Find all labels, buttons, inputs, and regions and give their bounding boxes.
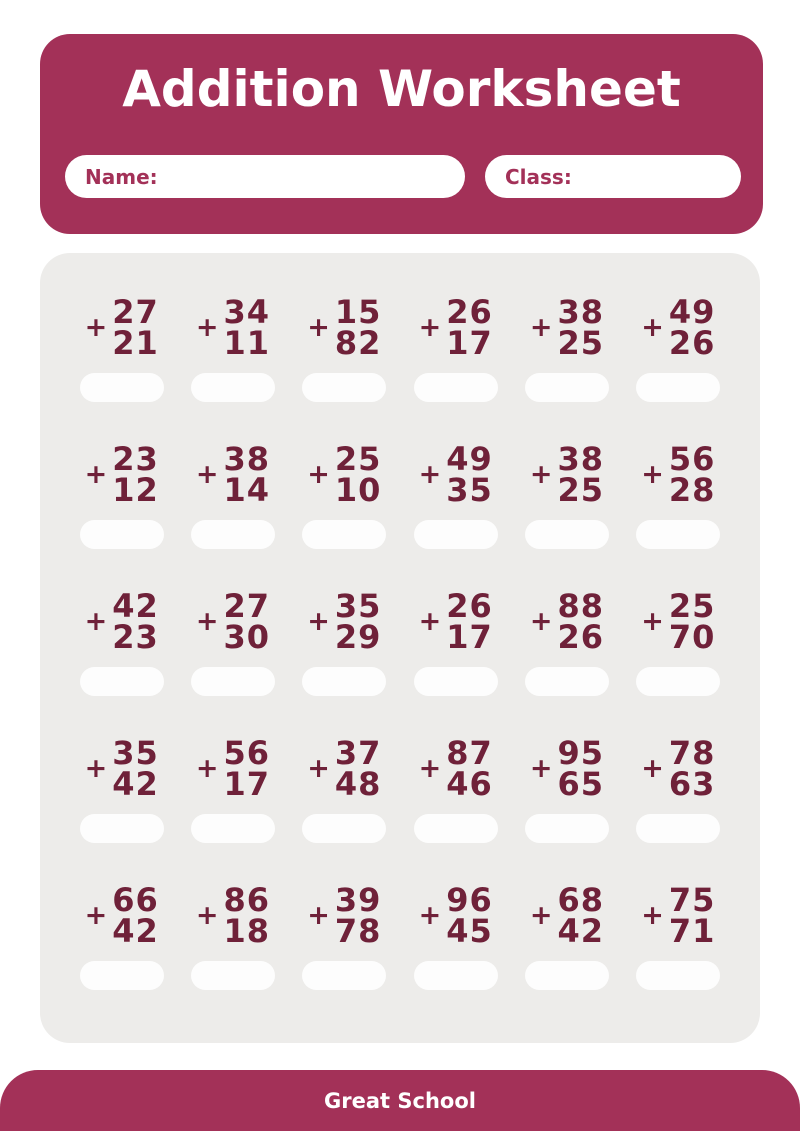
addend-stack bbox=[668, 439, 716, 509]
problem-cell bbox=[511, 439, 622, 549]
addend-stack bbox=[334, 292, 382, 362]
problem-cell bbox=[400, 880, 511, 990]
addend-bottom: 17 bbox=[223, 764, 271, 803]
answer-box[interactable] bbox=[302, 814, 386, 843]
plus-operator: + bbox=[84, 753, 108, 784]
addend-bottom: 21 bbox=[112, 323, 159, 362]
addend-bottom: 42 bbox=[112, 911, 159, 950]
problem-expression bbox=[84, 733, 159, 803]
answer-box[interactable] bbox=[80, 961, 164, 990]
problem-expression bbox=[307, 733, 382, 803]
addend-top: 34 bbox=[223, 292, 271, 331]
problem-expression bbox=[641, 880, 716, 950]
addend-stack bbox=[557, 586, 605, 656]
addend-top: 35 bbox=[112, 733, 159, 772]
problem-expression bbox=[529, 880, 605, 950]
problem-cell bbox=[177, 586, 288, 696]
problem-expression bbox=[307, 586, 382, 656]
addend-stack bbox=[112, 733, 159, 803]
addend-bottom: 45 bbox=[446, 911, 493, 950]
addend-stack bbox=[446, 439, 493, 509]
addend-bottom: 46 bbox=[446, 764, 493, 803]
answer-box[interactable] bbox=[191, 373, 275, 402]
addend-bottom: 78 bbox=[334, 911, 382, 950]
problem-expression bbox=[641, 439, 716, 509]
addend-bottom: 42 bbox=[557, 911, 605, 950]
addend-stack bbox=[557, 880, 605, 950]
addend-top: 26 bbox=[446, 292, 493, 331]
addend-bottom: 26 bbox=[668, 323, 716, 362]
addend-top: 42 bbox=[112, 586, 159, 625]
addend-bottom: 12 bbox=[112, 470, 159, 509]
addend-bottom: 14 bbox=[223, 470, 271, 509]
answer-box[interactable] bbox=[302, 373, 386, 402]
plus-operator: + bbox=[84, 312, 108, 343]
addend-stack bbox=[334, 586, 382, 656]
addend-stack bbox=[557, 292, 605, 362]
addend-stack bbox=[557, 439, 605, 509]
problem-cell bbox=[177, 292, 288, 402]
answer-box[interactable] bbox=[302, 961, 386, 990]
name-field-label: Name: bbox=[85, 164, 158, 189]
plus-operator: + bbox=[195, 900, 219, 931]
addend-stack bbox=[223, 880, 271, 950]
addend-top: 87 bbox=[446, 733, 493, 772]
addend-bottom: 71 bbox=[668, 911, 716, 950]
plus-operator: + bbox=[195, 312, 219, 343]
plus-operator: + bbox=[529, 753, 553, 784]
answer-box[interactable] bbox=[80, 667, 164, 696]
problem-cell bbox=[511, 292, 622, 402]
addend-stack bbox=[446, 880, 493, 950]
plus-operator: + bbox=[307, 900, 330, 931]
plus-operator: + bbox=[195, 753, 219, 784]
addend-bottom: 10 bbox=[334, 470, 382, 509]
addend-top: 86 bbox=[223, 880, 271, 919]
plus-operator: + bbox=[641, 606, 664, 637]
addend-top: 56 bbox=[223, 733, 271, 772]
answer-box[interactable] bbox=[414, 961, 498, 990]
problem-cell bbox=[66, 880, 177, 990]
addend-bottom: 25 bbox=[557, 470, 605, 509]
problem-expression bbox=[195, 733, 271, 803]
answer-box[interactable] bbox=[80, 814, 164, 843]
problem-expression bbox=[307, 292, 382, 362]
addend-top: 23 bbox=[112, 439, 159, 478]
problem-expression bbox=[641, 733, 716, 803]
plus-operator: + bbox=[641, 900, 664, 931]
addend-stack bbox=[223, 439, 271, 509]
problem-expression bbox=[529, 586, 605, 656]
problem-expression bbox=[418, 439, 493, 509]
addend-bottom: 48 bbox=[334, 764, 382, 803]
addend-bottom: 82 bbox=[334, 323, 382, 362]
problem-cell bbox=[177, 733, 288, 843]
plus-operator: + bbox=[307, 312, 330, 343]
problem-expression bbox=[529, 733, 605, 803]
problem-cell bbox=[623, 733, 734, 843]
plus-operator: + bbox=[195, 606, 219, 637]
addend-top: 68 bbox=[557, 880, 605, 919]
addend-bottom: 26 bbox=[557, 617, 605, 656]
plus-operator: + bbox=[418, 900, 442, 931]
addend-top: 15 bbox=[334, 292, 382, 331]
answer-box[interactable] bbox=[525, 373, 609, 402]
header-card bbox=[40, 34, 763, 234]
problem-cell bbox=[289, 586, 400, 696]
answer-box[interactable] bbox=[636, 961, 720, 990]
page-title: Addition Worksheet bbox=[122, 60, 681, 118]
addend-bottom: 18 bbox=[223, 911, 271, 950]
plus-operator: + bbox=[84, 900, 108, 931]
problem-expression bbox=[418, 733, 493, 803]
addend-top: 49 bbox=[668, 292, 716, 331]
addend-bottom: 11 bbox=[223, 323, 271, 362]
addend-top: 88 bbox=[557, 586, 605, 625]
addend-stack bbox=[668, 586, 716, 656]
addend-stack bbox=[557, 733, 605, 803]
plus-operator: + bbox=[529, 312, 553, 343]
plus-operator: + bbox=[529, 459, 553, 490]
answer-box[interactable] bbox=[525, 814, 609, 843]
addend-top: 38 bbox=[557, 439, 605, 478]
problem-expression bbox=[84, 439, 159, 509]
problem-expression bbox=[307, 439, 382, 509]
answer-box[interactable] bbox=[191, 814, 275, 843]
problem-cell bbox=[289, 733, 400, 843]
addend-stack bbox=[668, 880, 716, 950]
addend-top: 56 bbox=[668, 439, 716, 478]
addend-bottom: 17 bbox=[446, 617, 493, 656]
addend-top: 25 bbox=[334, 439, 382, 478]
problems-grid bbox=[40, 253, 760, 1043]
addend-stack bbox=[446, 586, 493, 656]
addend-top: 35 bbox=[334, 586, 382, 625]
problem-expression bbox=[195, 586, 271, 656]
school-brand: Great School bbox=[324, 1088, 476, 1113]
addend-bottom: 23 bbox=[112, 617, 159, 656]
problem-cell bbox=[289, 292, 400, 402]
addend-bottom: 28 bbox=[668, 470, 716, 509]
answer-box[interactable] bbox=[191, 961, 275, 990]
problem-expression bbox=[418, 586, 493, 656]
plus-operator: + bbox=[418, 312, 442, 343]
addend-top: 95 bbox=[557, 733, 605, 772]
addend-bottom: 63 bbox=[668, 764, 716, 803]
addend-bottom: 35 bbox=[446, 470, 493, 509]
plus-operator: + bbox=[84, 459, 108, 490]
addend-top: 26 bbox=[446, 586, 493, 625]
footer-bar bbox=[0, 1070, 800, 1131]
addend-stack bbox=[446, 292, 493, 362]
addend-top: 25 bbox=[668, 586, 716, 625]
problem-cell bbox=[623, 439, 734, 549]
addend-stack bbox=[334, 733, 382, 803]
answer-box[interactable] bbox=[636, 520, 720, 549]
class-field[interactable] bbox=[485, 155, 741, 198]
answer-box[interactable] bbox=[636, 814, 720, 843]
addend-top: 39 bbox=[334, 880, 382, 919]
name-field[interactable] bbox=[65, 155, 465, 198]
problem-cell bbox=[623, 292, 734, 402]
problem-cell bbox=[511, 586, 622, 696]
problem-expression bbox=[195, 292, 271, 362]
addend-bottom: 42 bbox=[112, 764, 159, 803]
problem-expression bbox=[307, 880, 382, 950]
answer-box[interactable] bbox=[191, 520, 275, 549]
addend-stack bbox=[112, 586, 159, 656]
addend-top: 27 bbox=[223, 586, 271, 625]
answer-box[interactable] bbox=[525, 667, 609, 696]
problem-expression bbox=[195, 880, 271, 950]
problem-expression bbox=[418, 880, 493, 950]
addend-top: 37 bbox=[334, 733, 382, 772]
problem-expression bbox=[529, 292, 605, 362]
answer-box[interactable] bbox=[414, 373, 498, 402]
plus-operator: + bbox=[529, 900, 553, 931]
addend-top: 96 bbox=[446, 880, 493, 919]
plus-operator: + bbox=[195, 459, 219, 490]
answer-box[interactable] bbox=[414, 667, 498, 696]
answer-box[interactable] bbox=[302, 667, 386, 696]
addend-stack bbox=[223, 292, 271, 362]
problem-cell bbox=[289, 439, 400, 549]
problem-expression bbox=[84, 586, 159, 656]
problem-cell bbox=[400, 586, 511, 696]
plus-operator: + bbox=[641, 753, 664, 784]
problem-expression bbox=[529, 439, 605, 509]
addend-bottom: 17 bbox=[446, 323, 493, 362]
problem-expression bbox=[195, 439, 271, 509]
addend-bottom: 29 bbox=[334, 617, 382, 656]
addend-bottom: 70 bbox=[668, 617, 716, 656]
addend-stack bbox=[668, 733, 716, 803]
addend-stack bbox=[223, 586, 271, 656]
problem-cell bbox=[66, 586, 177, 696]
answer-box[interactable] bbox=[414, 814, 498, 843]
answer-box[interactable] bbox=[80, 520, 164, 549]
problem-cell bbox=[66, 292, 177, 402]
problem-expression bbox=[418, 292, 493, 362]
answer-box[interactable] bbox=[636, 667, 720, 696]
addend-top: 38 bbox=[223, 439, 271, 478]
answer-box[interactable] bbox=[302, 520, 386, 549]
answer-box[interactable] bbox=[191, 667, 275, 696]
addend-stack bbox=[112, 292, 159, 362]
addend-top: 66 bbox=[112, 880, 159, 919]
problem-cell bbox=[511, 733, 622, 843]
plus-operator: + bbox=[307, 753, 330, 784]
answer-box[interactable] bbox=[636, 373, 720, 402]
addend-stack bbox=[446, 733, 493, 803]
plus-operator: + bbox=[418, 753, 442, 784]
addend-bottom: 25 bbox=[557, 323, 605, 362]
plus-operator: + bbox=[307, 606, 330, 637]
addend-bottom: 65 bbox=[557, 764, 605, 803]
addend-stack bbox=[334, 439, 382, 509]
addend-stack bbox=[112, 880, 159, 950]
plus-operator: + bbox=[418, 606, 442, 637]
problem-cell bbox=[177, 439, 288, 549]
problem-cell bbox=[400, 733, 511, 843]
class-field-label: Class: bbox=[505, 164, 572, 189]
problem-expression bbox=[641, 586, 716, 656]
addend-top: 27 bbox=[112, 292, 159, 331]
problem-expression bbox=[641, 292, 716, 362]
problem-cell bbox=[66, 733, 177, 843]
problem-cell bbox=[511, 880, 622, 990]
plus-operator: + bbox=[641, 459, 664, 490]
answer-box[interactable] bbox=[525, 520, 609, 549]
addend-stack bbox=[223, 733, 271, 803]
problem-cell bbox=[177, 880, 288, 990]
plus-operator: + bbox=[307, 459, 330, 490]
problem-cell bbox=[289, 880, 400, 990]
addend-top: 78 bbox=[668, 733, 716, 772]
plus-operator: + bbox=[84, 606, 108, 637]
answer-box[interactable] bbox=[414, 520, 498, 549]
addend-top: 49 bbox=[446, 439, 493, 478]
answer-box[interactable] bbox=[80, 373, 164, 402]
addend-stack bbox=[668, 292, 716, 362]
addend-top: 38 bbox=[557, 292, 605, 331]
plus-operator: + bbox=[641, 312, 664, 343]
problem-cell bbox=[400, 439, 511, 549]
problem-cell bbox=[623, 880, 734, 990]
problem-cell bbox=[66, 439, 177, 549]
problem-expression bbox=[84, 292, 159, 362]
answer-box[interactable] bbox=[525, 961, 609, 990]
addend-bottom: 30 bbox=[223, 617, 271, 656]
addend-top: 75 bbox=[668, 880, 716, 919]
addend-stack bbox=[334, 880, 382, 950]
problem-cell bbox=[623, 586, 734, 696]
plus-operator: + bbox=[529, 606, 553, 637]
problem-cell bbox=[400, 292, 511, 402]
problem-expression bbox=[84, 880, 159, 950]
plus-operator: + bbox=[418, 459, 442, 490]
addend-stack bbox=[112, 439, 159, 509]
